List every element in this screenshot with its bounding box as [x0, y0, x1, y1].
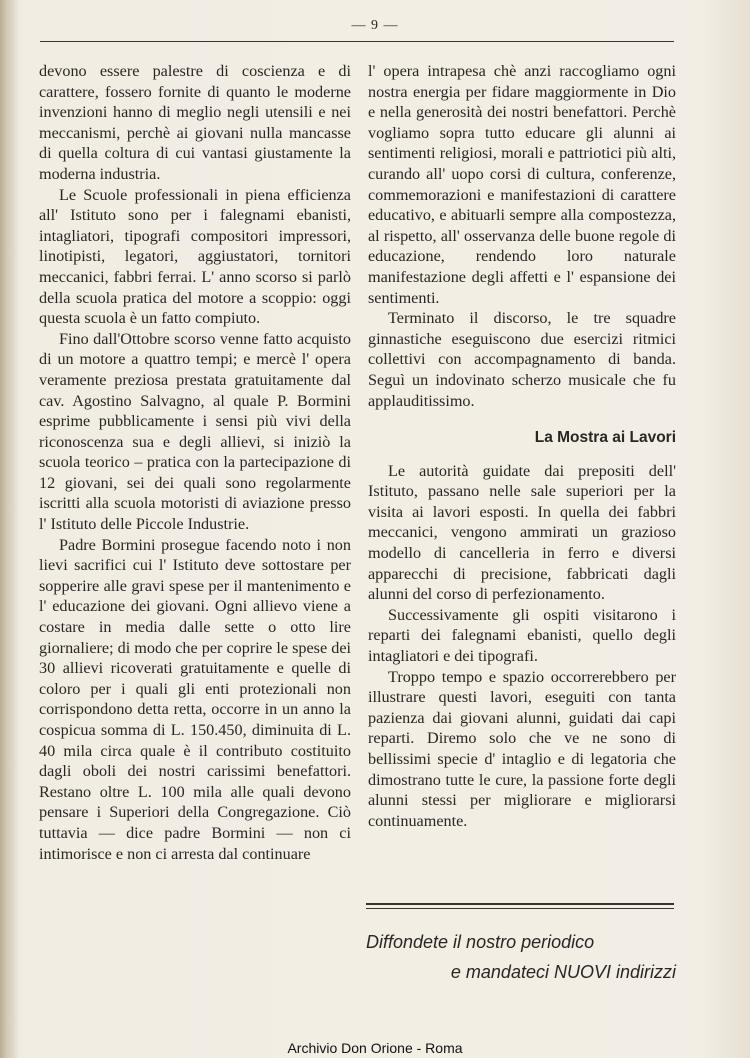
section-paragraph-1: Le autorità guidate dai prepositi dell' Istituto, passano nelle sale superiori per la visita ai lavori esposti. In quella dei fabbri meccanici, vengono ammirati un grazioso modello di cancelleria in ferro e diversi apparecchi di precisione, fabbricati dagli alunni del corso di perfezionamento.: [368, 461, 676, 604]
left-paragraph-1: devono essere palestre di coscienza e di carattere, fossero fornite di quanto le moderne invenzioni hanno di meglio negli utensili e nei meccanismi, perchè ai giovani nulla mancasse di quella coltura di cui vantasi giustamente la moderna industria.: [39, 62, 351, 183]
slogan-box: [366, 928, 676, 986]
header-rule: [40, 41, 674, 42]
section-paragraph-2: Successivamente gli ospiti visitarono i reparti dei falegnami ebanisti, quello degli intagliatori e dei tipografi.: [368, 605, 676, 666]
section-paragraph-3: Troppo tempo e spazio occorrerebbero per illustrare questi lavori, eseguiti con tanta pazienza dai giovani alunni, guidati dai capi reparti. Diremo solo che ve ne sono di bellissimi specie d' intaglio e di legatoria che dimostrano tutte le cure, la passione forte degli alunni stessi per migliorare e migliorarsi continuamente.: [368, 667, 676, 830]
section-title: La Mostra ai Lavori: [534, 429, 676, 447]
archive-footer: Archivio Don Orione - Roma: [287, 1040, 463, 1056]
left-column: [39, 61, 351, 864]
right-column: [368, 61, 676, 831]
right-paragraph-2: Terminato il discorso, le tre squadre ginnastiche eseguiscono due esercizi ritmici collettivi con accompagnamento di banda. Seguì un indovinato scherzo musicale che fu applauditissimo.: [368, 309, 676, 410]
left-paragraph-2: Le Scuole professionali in piena efficienza all' Istituto sono per i falegnami ebanisti, intagliatori, tipografi compositori impressori, linotipisti, legatori, aggiustatori, tornitori meccanici, fabbri ferrai. L' anno scorso si parlò della scuola pratica del motore a scoppio: oggi questa scuola è un fatto compiuto.: [39, 185, 351, 328]
slogan-rule: [366, 903, 674, 909]
left-paragraph-4: Padre Bormini prosegue facendo noto i non lievi sacrifici cui l' Istituto deve sottostare per sopperire alle gravi spese per il mantenimento e l' educazione dei giovani. Ogni allievo viene a costare in media dalle sette o otto lire giornaliere; di modo che per coprire le spese dei 30 allievi ricoverati gratuitamente e quelle di coloro per i quali gli enti protezionali non corrispondono detta retta, occorre in un anno la cospicua somma di L. 150.450, diminuita di L. 40 mila circa quale è il contributo costituito dagli oboli dei nostri carissimi benefattori. Restano oltre L. 100 mila alle quali devono pensare i Superiori della Congregazione. Ciò tuttavia — dice padre Bormini — non ci intimorisce e non ci arresta dal continuare: [39, 535, 351, 863]
page-number: — 9 —: [351, 18, 399, 33]
right-paragraph-1: l' opera intrapesa chè anzi raccogliamo ogni nostra energia per fidare maggiormente in Dio e nella generosità dei nostri benefattori. Perchè vogliamo sopra tutto educare gli alunni ai sentimenti religiosi, morali e pattriotici più alti, curando all' uopo corsi di cultura, conferenze, commemorazioni e manifestazioni di carattere educativo, e abituarli sempre alla compostezza, al rispetto, all' osservanza delle buone regole di educazione, rendendo loro naturale manifestazione degli affetti e l' espansione dei sentimenti.: [368, 62, 676, 307]
slogan-line-1: Diffondete il nostro periodico: [366, 932, 595, 952]
binding-shadow: [0, 0, 18, 1058]
slogan-line-2: e mandateci NUOVI indirizzi: [450, 962, 676, 982]
left-paragraph-3: Fino dall'Ottobre scorso venne fatto acquisto di un motore a quattro tempi; e mercè l' opera veramente preziosa prestata gratuitamente dal cav. Agostino Salvagno, al quale P. Bormini esprime pubblicamente i sensi più vivi della riconoscenza sua e degli allievi, si iniziò la scuola teorico – pratica con la partecipazione di 12 giovani, sei dei quali sono regolarmente iscritti alla scuola motoristi di aviazione presso l' Istituto delle Piccole Industrie.: [39, 329, 351, 534]
